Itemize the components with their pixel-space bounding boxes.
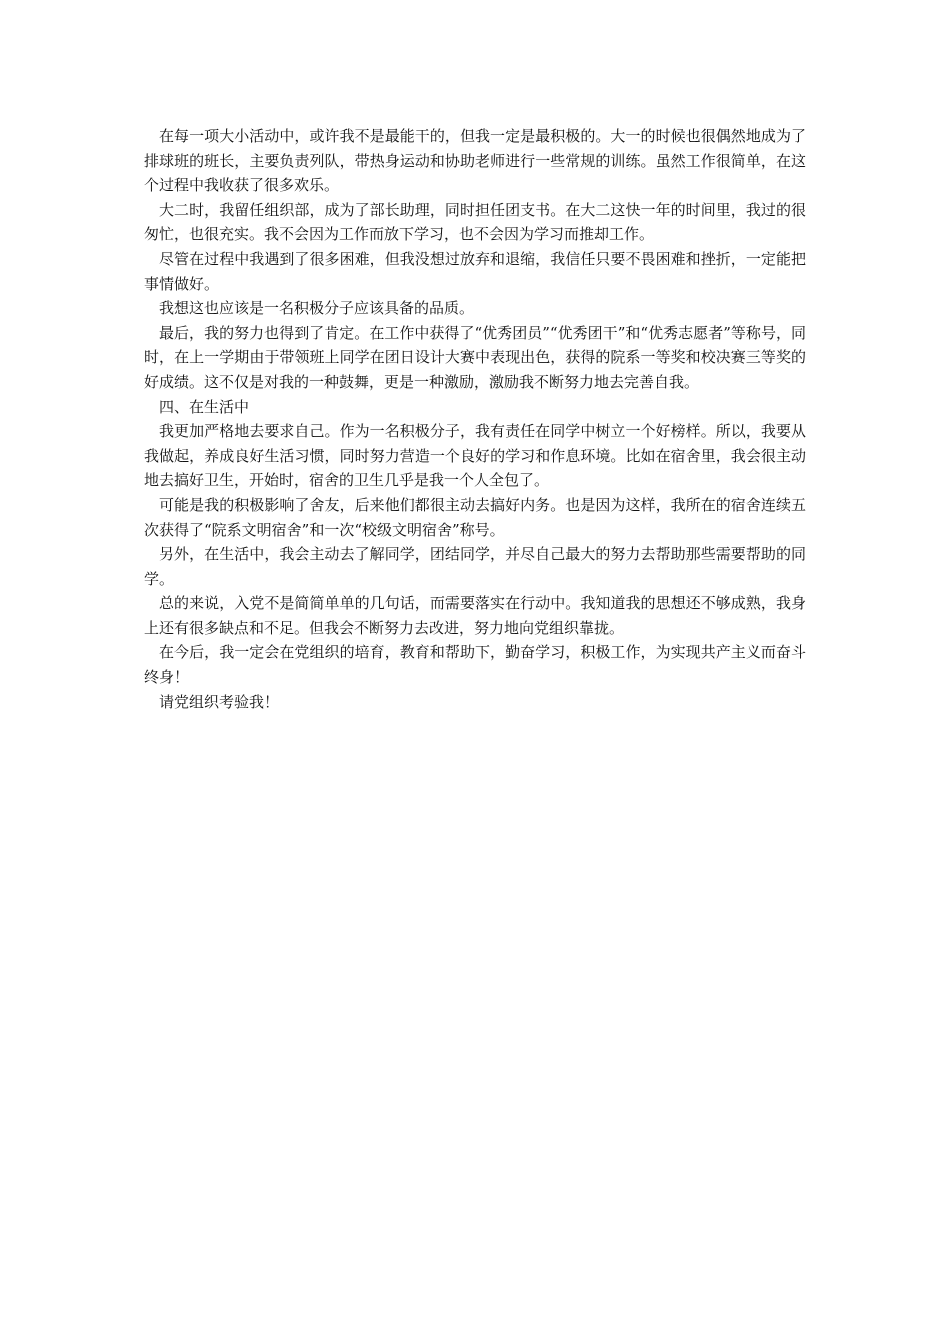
paragraph-activities: 在每一项大小活动中，或许我不是最能干的，但我一定是最积极的。大一的时候也很偶然地成为了排球班的班长，主要负责列队，带热身运动和协助老师进行一些常规的训练。虽然工作很简单，在这个过程中我收获了很多欢乐。 xyxy=(144,127,806,195)
paragraph-helping-classmates: 另外，在生活中，我会主动去了解同学，团结同学，并尽自己最大的努力去帮助那些需要帮助的同学。 xyxy=(144,545,806,588)
paragraph-closing: 请党组织考验我！ xyxy=(159,692,280,711)
paragraph-dormitory-honors: 可能是我的积极影响了舍友，后来他们都很主动去搞好内务。也是因为这样，我所在的宿舍连续五次获得了“院系文明宿舍”和一次“校级文明宿舍”称号。 xyxy=(144,495,806,539)
paragraph-sophomore-year: 大二时，我留任组织部，成为了部长助理，同时担任团支书。在大二这快一年的时间里，我过的很匆忙，也很充实。我不会因为工作而放下学习，也不会因为学习而推却工作。 xyxy=(144,200,806,244)
paragraph-recognition: 最后，我的努力也得到了肯定。在工作中获得了“优秀团员”“优秀团干”和“优秀志愿者”等称号，同时，在上一学期由于带领班上同学在团日设计大赛中表现出色，获得的院系一等奖和校决赛三等奖的好成绩。这不仅是对我的一种鼓舞，更是一种激励，激励我不断努力地去完善自我。 xyxy=(144,323,806,391)
paragraph-future-commitment: 在今后，我一定会在党组织的培育，教育和帮助下，勤奋学习，积极工作，为实现共产主义而奋斗终身！ xyxy=(144,643,806,687)
paragraph-self-discipline: 我更加严格地去要求自己。作为一名积极分子，我有责任在同学中树立一个好榜样。所以，我要从我做起，养成良好生活习惯，同时努力营造一个良好的学习和作息环境。比如在宿舍里，我会很主动地去搞好卫生，开始时，宿舍的卫生几乎是我一个人全包了。 xyxy=(144,422,806,490)
paragraph-difficulties: 尽管在过程中我遇到了很多困难，但我没想过放弃和退缩，我信任只要不畏困难和挫折，一定能把事情做好。 xyxy=(144,249,806,293)
document-body xyxy=(144,124,806,714)
section-heading-daily-life: 四、在生活中 xyxy=(159,397,250,416)
paragraph-summary: 总的来说，入党不是简简单单的几句话，而需要落实在行动中。我知道我的思想还不够成熟，我身上还有很多缺点和不足。但我会不断努力去改进，努力地向党组织靠拢。 xyxy=(144,594,806,637)
paragraph-qualities: 我想这也应该是一名积极分子应该具备的品质。 xyxy=(159,299,475,318)
